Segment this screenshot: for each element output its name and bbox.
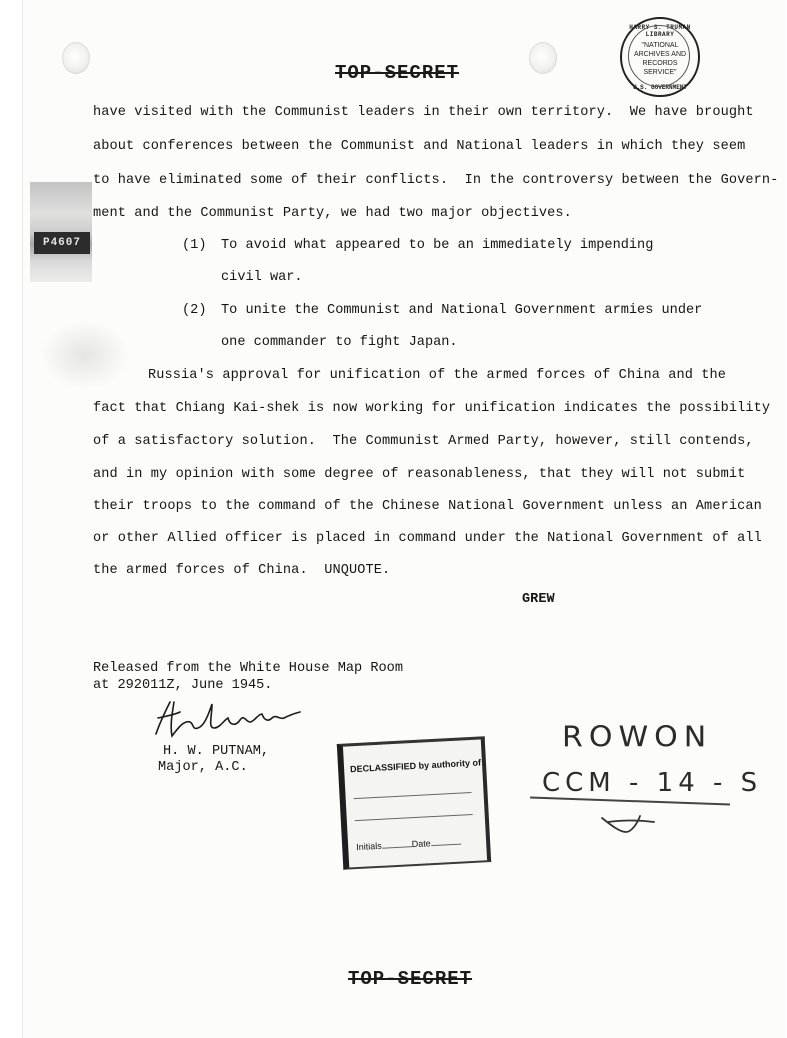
paragraph-2-line: and in my opinion with some degree of reasonableness, that they will not submit xyxy=(93,467,746,482)
paragraph-1-line: about conferences between the Communist and National leaders in which they seem xyxy=(93,139,746,154)
stamp-rule xyxy=(355,814,473,821)
objective-line: To avoid what appeared to be an immediately impending xyxy=(221,238,654,253)
signatory-rank: Major, A.C. xyxy=(158,760,248,775)
handwritten-note: CCM - 14 - S xyxy=(542,768,763,798)
release-line: at 292011Z, June 1945. xyxy=(93,678,273,693)
seal-center-line: "NATIONAL xyxy=(641,42,679,49)
paragraph-1-line: ment and the Communist Party, we had two major objectives. xyxy=(93,206,572,221)
signatory-name: H. W. PUTNAM, xyxy=(163,744,270,759)
objective-number: (1) xyxy=(182,238,207,253)
handwritten-check-mark xyxy=(598,808,658,838)
seal-center-line: SERVICE" xyxy=(643,69,677,76)
date-label: Date xyxy=(411,838,431,850)
sender-name: GREW xyxy=(522,592,555,607)
seal-center-line: ARCHIVES AND xyxy=(633,51,687,58)
binder-hole-left xyxy=(62,42,90,74)
handwritten-note: ROWON xyxy=(562,720,713,755)
paragraph-2-line: Russia's approval for unification of the armed forces of China and the xyxy=(148,368,727,383)
handwritten-signature xyxy=(150,692,310,742)
objective-line: civil war. xyxy=(221,270,303,285)
paragraph-1-line: have visited with the Communist leaders in their own territory. We have brought xyxy=(93,105,754,120)
smudge xyxy=(40,320,130,390)
objective-line: To unite the Communist and National Government armies under xyxy=(221,303,703,318)
binder-hole-right xyxy=(529,42,557,74)
archive-seal-stamp xyxy=(620,17,700,97)
margin-code: P4607 xyxy=(34,232,90,254)
seal-arc-top: HARRY S. TRUMAN LIBRARY xyxy=(629,24,691,38)
declassified-title: DECLASSIFIED by authority of xyxy=(349,757,482,775)
stamp-rule xyxy=(354,792,472,799)
seal-arc-bottom: U.S. GOVERNMENT xyxy=(632,84,687,91)
release-line: Released from the White House Map Room xyxy=(93,661,403,676)
seal-center-line: RECORDS xyxy=(642,60,678,67)
paragraph-1-line: to have eliminated some of their conflicts. In the controversy between the Govern- xyxy=(93,173,779,188)
paragraph-2-line: the armed forces of China. UNQUOTE. xyxy=(93,563,391,578)
initials-label: Initials xyxy=(355,840,382,853)
objective-line: one commander to fight Japan. xyxy=(221,335,458,350)
paragraph-2-line: their troops to the command of the Chinese National Government unless an American xyxy=(93,499,762,514)
seal-center-text xyxy=(632,41,688,77)
document-page xyxy=(22,0,785,1038)
classification-footer: TOP-SECRET xyxy=(348,968,473,990)
classification-header: TOP-SECRET xyxy=(335,62,460,84)
paragraph-2-line: or other Allied officer is placed in command under the National Government of all xyxy=(93,531,762,546)
paragraph-2-line: fact that Chiang Kai-shek is now working for unification indicates the possibility xyxy=(93,401,771,416)
paragraph-2-line: of a satisfactory solution. The Communist Armed Party, however, still contends, xyxy=(93,434,754,449)
objective-number: (2) xyxy=(182,303,207,318)
declassified-initials-date xyxy=(356,837,461,852)
declassified-stamp xyxy=(337,736,491,870)
